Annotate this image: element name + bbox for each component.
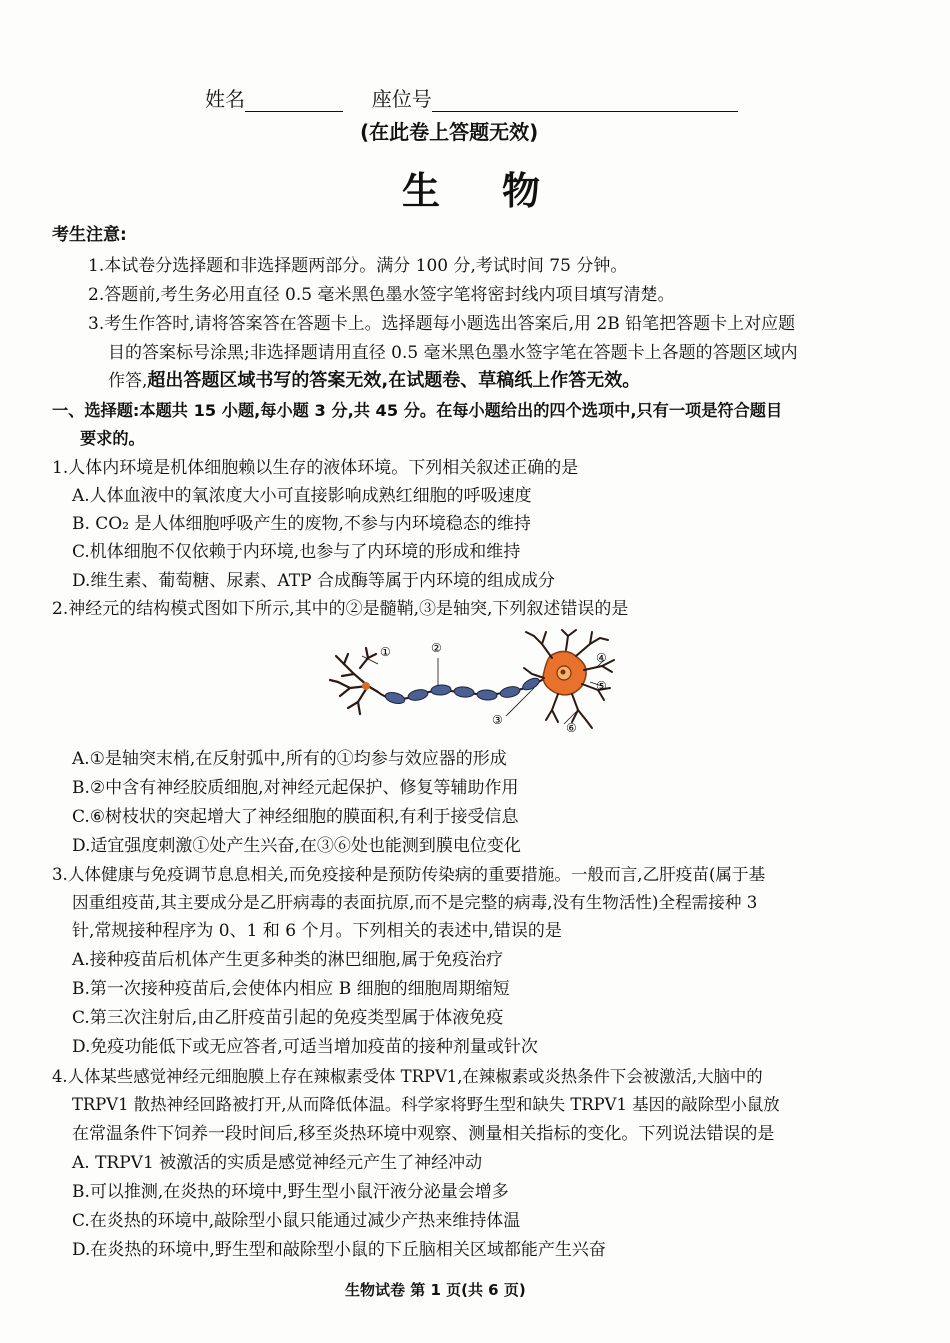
instruction-item-3c-text: 作答, bbox=[108, 371, 148, 391]
name-blank bbox=[245, 93, 343, 112]
q1-stem: 1.人体内环境是机体细胞赖以生存的液体环境。下列相关叙述正确的是 bbox=[52, 458, 579, 478]
q3-option-a: A.接种疫苗后机体产生更多种类的淋巴细胞,属于免疫治疗 bbox=[72, 950, 504, 970]
section1-heading-line2: 要求的。 bbox=[80, 429, 145, 448]
q4-option-a: A. TRPV1 被激活的实质是感觉神经元产生了神经冲动 bbox=[72, 1153, 483, 1173]
q2-option-b: B.②中含有神经胶质细胞,对神经元起保护、修复等辅助作用 bbox=[72, 778, 519, 798]
instruction-item-3b: 目的答案标号涂黑;非选择题请用直径 0.5 毫米黑色墨水签字笔在答题卡上各题的答题区域内 bbox=[108, 343, 798, 363]
q3-option-d: D.免疫功能低下或无应答者,可适当增加疫苗的接种剂量或针次 bbox=[72, 1037, 538, 1057]
instruction-warning: 超出答题区域书写的答案无效,在试题卷、草稿纸上作答无效。 bbox=[147, 370, 641, 391]
instructions-heading: 考生注意: bbox=[52, 225, 127, 245]
q1-option-c: C.机体细胞不仅依赖于内环境,也参与了内环境的形成和维持 bbox=[72, 542, 521, 562]
instruction-item-3c bbox=[108, 370, 640, 392]
q4-stem-line3: 在常温条件下饲养一段时间后,移至炎热环境中观察、测量相关指标的变化。下列说法错误的是 bbox=[72, 1124, 775, 1144]
page-footer: 生物试卷 第 1 页(共 6 页) bbox=[345, 1281, 526, 1299]
instruction-item-2: 2.答题前,考生务必用直径 0.5 毫米黑色墨水签字笔将密封线内项目填写清楚。 bbox=[88, 285, 675, 305]
q4-stem-line1: 4.人体某些感觉神经元细胞膜上存在辣椒素受体 TRPV1,在辣椒素或炎热条件下会被激活,大脑中的 bbox=[52, 1067, 763, 1086]
q4-stem-line2: TRPV1 散热神经回路被打开,从而降低体温。科学家将野生型和缺失 TRPV1 基因的敲除型小鼠放 bbox=[72, 1095, 780, 1114]
q4-option-c: C.在炎热的环境中,敲除型小鼠只能通过减少产热来维持体温 bbox=[72, 1211, 521, 1231]
q4-option-d: D.在炎热的环境中,野生型和敲除型小鼠的下丘脑相关区域都能产生兴奋 bbox=[72, 1240, 606, 1260]
q1-option-a: A.人体血液中的氧浓度大小可直接影响成熟红细胞的呼吸速度 bbox=[72, 486, 532, 506]
q3-stem-line1: 3.人体健康与免疫调节息息相关,而免疫接种是预防传染病的重要措施。一般而言,乙肝疫苗(属于基 bbox=[52, 865, 766, 884]
figure-label-5: ⑤ bbox=[596, 679, 607, 693]
q2-stem: 2.神经元的结构模式图如下所示,其中的②是髓鞘,③是轴突,下列叙述错误的是 bbox=[52, 599, 629, 619]
figure-label-2: ② bbox=[431, 641, 442, 655]
figure-label-3: ③ bbox=[492, 713, 503, 727]
figure-label-4: ④ bbox=[596, 651, 607, 665]
instruction-item-1: 1.本试卷分选择题和非选择题两部分。满分 100 分,考试时间 75 分钟。 bbox=[88, 256, 628, 276]
q1-option-b: B. CO₂ 是人体细胞呼吸产生的废物,不参与内环境稳态的维持 bbox=[72, 514, 531, 534]
neuron-diagram bbox=[320, 628, 630, 740]
seat-label: 座位号 bbox=[371, 87, 432, 111]
name-field bbox=[205, 86, 738, 112]
seat-blank bbox=[432, 93, 738, 112]
q4-option-b: B.可以推测,在炎热的环境中,野生型小鼠汗液分泌量会增多 bbox=[72, 1182, 509, 1202]
figure-label-1: ① bbox=[380, 645, 391, 659]
q1-option-d: D.维生素、葡萄糖、尿素、ATP 合成酶等属于内环境的组成成分 bbox=[72, 571, 555, 591]
q3-stem-line2: 因重组疫苗,其主要成分是乙肝病毒的表面抗原,而不是完整的病毒,没有生物活性)全程需接种 3 bbox=[72, 893, 758, 912]
figure-label-6: ⑥ bbox=[566, 721, 577, 735]
q2-option-a: A.①是轴突末梢,在反射弧中,所有的①均参与效应器的形成 bbox=[72, 749, 507, 769]
section1-heading-line1: 一、选择题:本题共 15 小题,每小题 3 分,共 45 分。在每小题给出的四个选项中,只有一项是符合题目 bbox=[52, 401, 783, 420]
subject-title: 生物 bbox=[402, 169, 603, 213]
name-label: 姓名 bbox=[205, 87, 245, 111]
instruction-item-3a: 3.考生作答时,请将答案答在答题卡上。选择题每小题选出答案后,用 2B 铅笔把答题卡上对应题 bbox=[88, 314, 796, 334]
q3-stem-line3: 针,常规接种程序为 0、1 和 6 个月。下列相关的表述中,错误的是 bbox=[72, 921, 562, 941]
q3-option-b: B.第一次接种疫苗后,会使体内相应 B 细胞的细胞周期缩短 bbox=[72, 979, 510, 999]
q3-option-c: C.第三次注射后,由乙肝疫苗引起的免疫类型属于体液免疫 bbox=[72, 1008, 504, 1028]
answer-invalid-notice: (在此卷上答题无效) bbox=[360, 120, 539, 144]
q2-option-d: D.适宜强度刺激①处产生兴奋,在③⑥处也能测到膜电位变化 bbox=[72, 836, 521, 856]
q2-option-c: C.⑥树枝状的突起增大了神经细胞的膜面积,有利于接受信息 bbox=[72, 807, 519, 827]
